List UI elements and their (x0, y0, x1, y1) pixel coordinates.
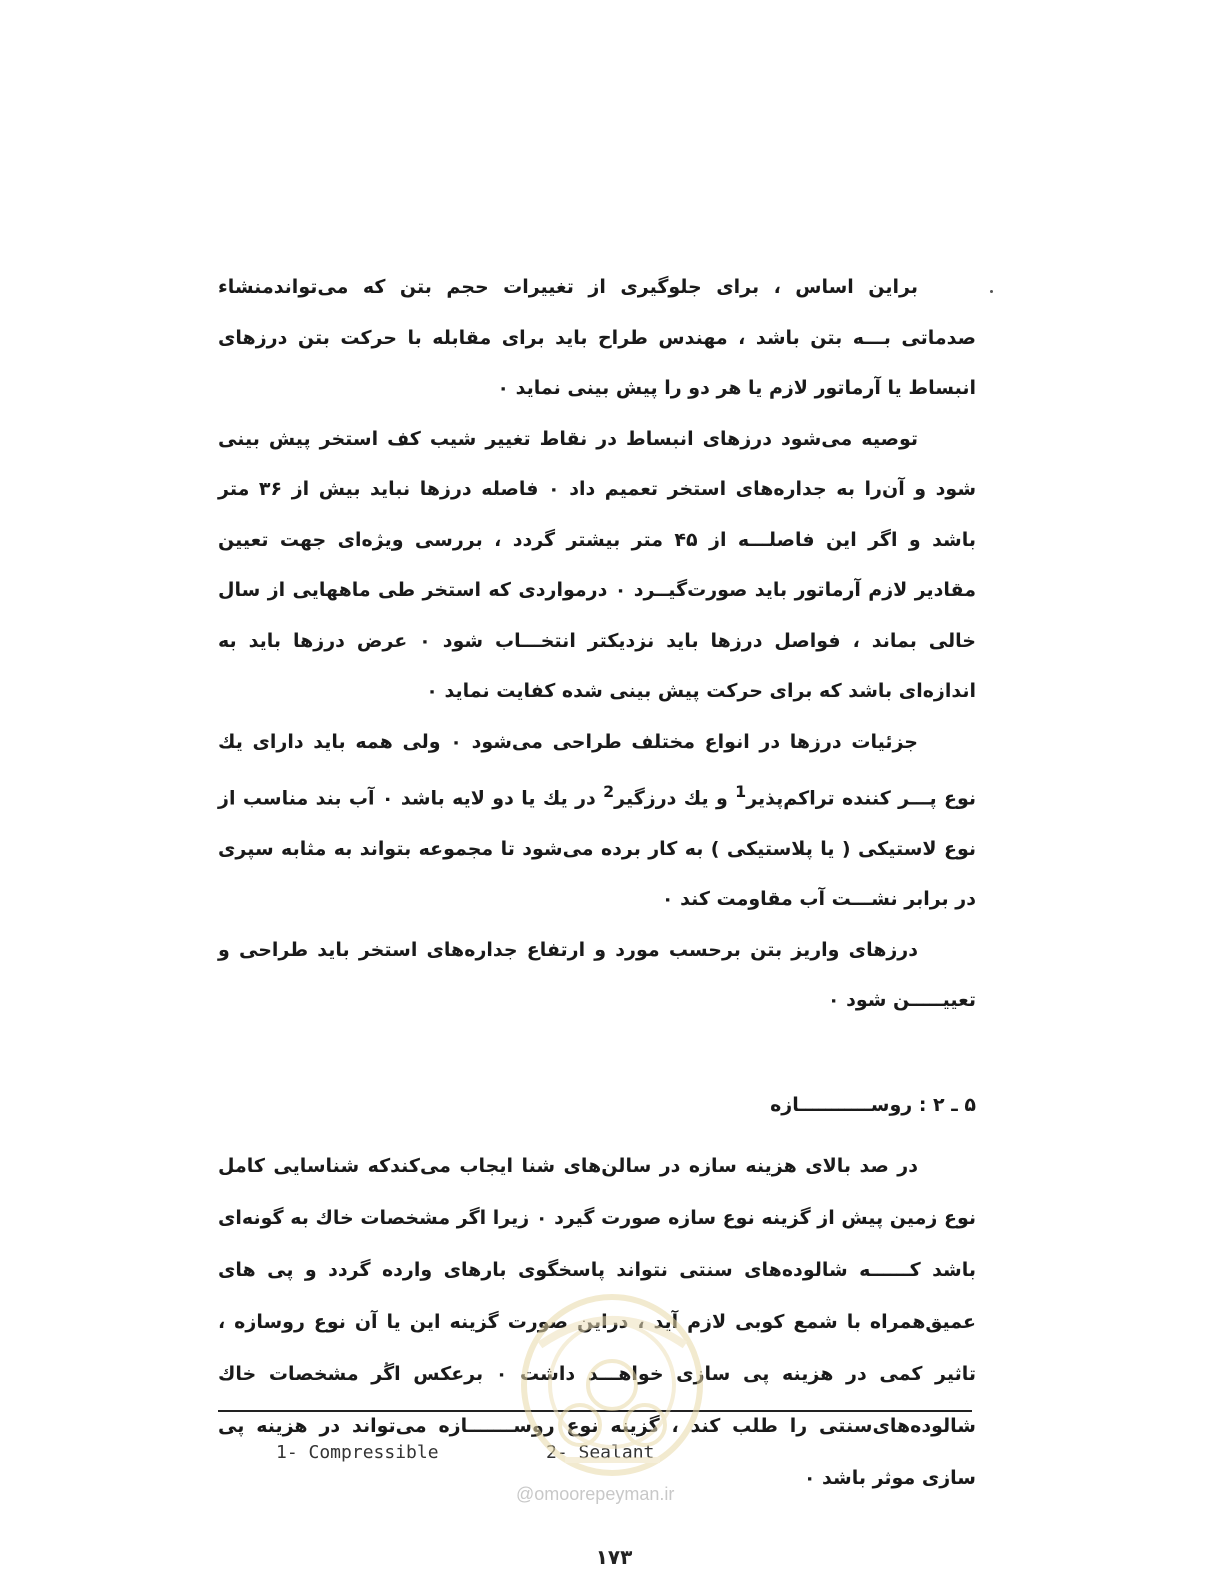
scan-speck (990, 290, 993, 293)
footnote-2: 2- Sealant (546, 1442, 655, 1463)
paragraph-2: توصیه می‌شود درزهای انبساط در نقاط تغییر شیب کف استخر پیش بینی شود و آن‌را به جداره‌های استخر تعمیم داد ۰ فاصله درزها نباید بیش از ۳۶ متر باشد و اگر این فاصلـــه از ۴۵ متر بیشتر گردد ، بررسی ویژه‌ای جهت تعیین مقادیر لازم آرماتور باید صورت‌گیــرد ۰ درمواردی که استخر طی ماههایی از سال خالی بماند ، فواصل درزها باید نزدیکتر انتخـــاب شود ۰ عرض درزها باید به اندازه‌ای باشد که برای حرکت پیش بینی شده کفایت نماید ۰ (218, 427, 977, 702)
footnote-ref-1: 1 (735, 782, 747, 801)
paragraph-3-part-3: در یك یا دو لایه باشد ۰ آب بند مناسب از نوع لاستیکی ( یا پلاستیکی ) به کار برده می‌شود تا مجموعه بتواند به مثابه سپری در برابر نشـــت آب مقاومت کند ۰ (218, 787, 976, 911)
page-number: ۱۷۳ (595, 1545, 633, 1569)
paragraph-4: درزهای واریز بتن برحسب مورد و ارتفاع جداره‌های استخر باید طراحی و تعییـــــن شود ۰ (218, 938, 976, 1012)
paragraph-3-part-1: جزئیات درزها در انواع مختلف طراحی می‌شود ۰ ولی همه باید دارای یك نوع پـــر کننده تراکم‌پذیر (218, 730, 976, 810)
section-heading: ۵ ـ ۲ : روســـــــــــازه (770, 1093, 976, 1116)
paragraph-1: براین اساس ، برای جلوگیری از تغییرات حجم بتن که می‌تواندمنشاء صدماتی بـــه بتن باشد ، مهندس طراح باید برای مقابله با حرکت بتن درزهای انبساط یا آرماتور لازم یا هر دو را پیش بینی نماید ۰ (218, 276, 976, 399)
paragraph-3 (218, 717, 976, 925)
watermark-text: @omoorepeyman.ir (516, 1484, 675, 1504)
footnote-ref-2: 2 (603, 782, 615, 801)
footnote-1: 1- Compressible (276, 1442, 439, 1463)
section-paragraph: در صد بالای هزینه سازه در سالن‌های شنا ایجاب می‌کندکه شناسایی کامل نوع زمین پیش از گزینه نوع سازه صورت گیرد ۰ زیرا اگر مشخصات خاك به گونه‌ای باشد کــــــه شالوده‌های سنتی نتواند پاسخگوی بارهای وارده گردد و پی های عمیق‌همراه با شمع کوبی لازم آید ، دراین صورت گزینه این یا آن نوع روسازه ، تاثیر کمی در هزینه پی سازی خواهـــد داشت ۰ برعکس اگر مشخصات خاك شالوده‌های‌سنتی را طلب کند ، گزینه نوع روســـــــازه می‌تواند در هزینه پی سازی موثر باشد ۰ (218, 1154, 976, 1489)
watermark-logo-icon (500, 1285, 725, 1485)
paragraph-3-part-2: و یك درزگیر (614, 787, 728, 810)
